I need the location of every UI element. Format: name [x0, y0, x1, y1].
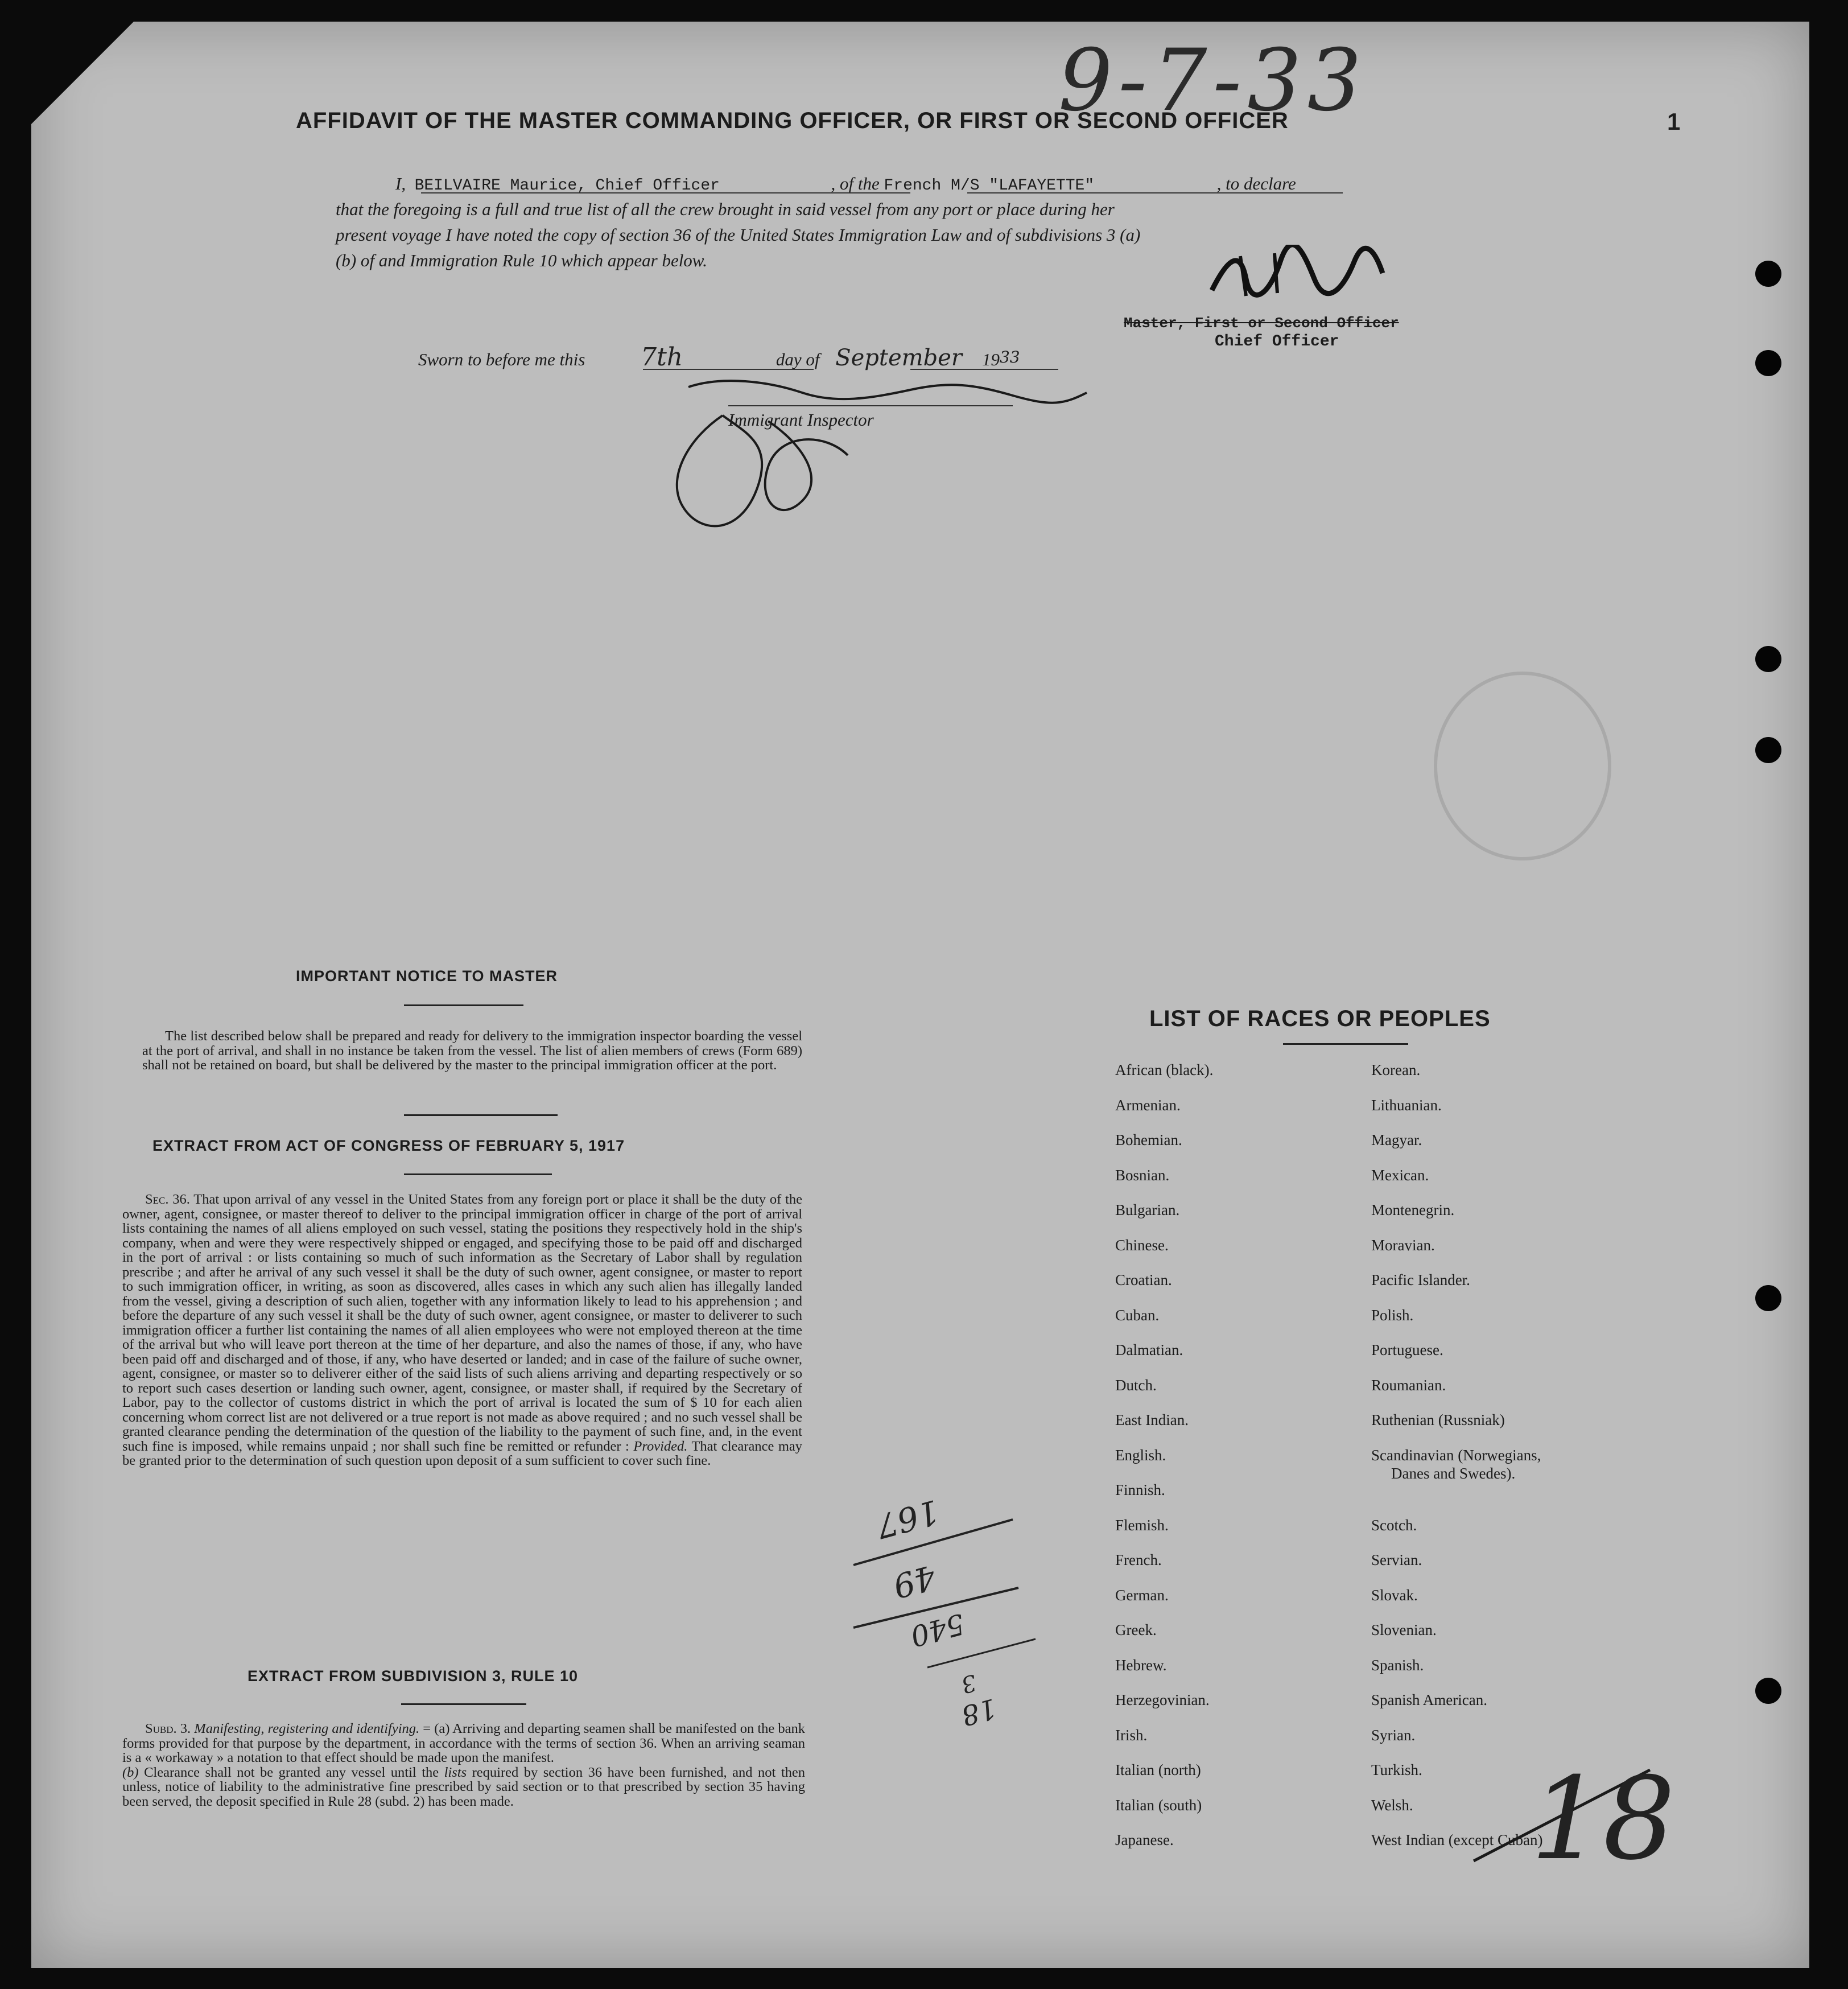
races-title: LIST OF RACES OR PEOPLES	[1149, 1006, 1491, 1031]
race-item: French.	[1115, 1551, 1162, 1568]
race-item: Chinese.	[1115, 1236, 1169, 1254]
handwritten-18: 18	[1531, 1753, 1676, 1885]
sworn-label: Sworn to before me this	[418, 349, 585, 369]
binder-hole	[1755, 1285, 1781, 1311]
inspector-label: Immigrant Inspector	[728, 410, 874, 430]
rule-text-b1: Clearance shall not be granted any vessel until the	[144, 1764, 439, 1780]
affidavit-line-2: that the foregoing is a full and true list of all the crew brought in said vessel from any port or place during her	[336, 199, 1115, 219]
race-item: German.	[1115, 1586, 1169, 1604]
calc-value-4: 3	[958, 1669, 979, 1698]
notice-rule-2	[404, 1114, 558, 1116]
race-item: Armenian.	[1115, 1096, 1181, 1114]
rule-title: EXTRACT FROM SUBDIVISION 3, RULE 10	[248, 1667, 579, 1685]
race-item: West Indian (except Cuban)	[1371, 1831, 1543, 1848]
vessel-name: French M/S "LAFAYETTE"	[884, 177, 1095, 195]
binder-hole	[1755, 1678, 1781, 1704]
race-item: Polish.	[1371, 1306, 1414, 1324]
race-item: Korean.	[1371, 1061, 1421, 1078]
struck-title: Master, First or Second Officer	[1124, 315, 1399, 332]
race-item: Greek.	[1115, 1621, 1157, 1638]
act-provided: Provided.	[633, 1438, 688, 1454]
year-suffix: 33	[999, 348, 1020, 366]
officer-rank: Chief Officer	[595, 177, 720, 195]
to-declare-label: , to declare	[1216, 174, 1296, 193]
race-item: Spanish.	[1371, 1656, 1424, 1674]
race-item: Flemish.	[1115, 1516, 1169, 1534]
race-item: Pacific Islander.	[1371, 1271, 1470, 1288]
race-item: Slovak.	[1371, 1586, 1418, 1604]
race-item: English.	[1115, 1446, 1166, 1464]
race-item: Finnish.	[1115, 1481, 1165, 1498]
act-title: EXTRACT FROM ACT OF CONGRESS OF FEBRUARY 5, 1917	[152, 1137, 625, 1154]
year-prefix: 19	[981, 349, 1000, 369]
calc-value-5: 18	[958, 1692, 1000, 1732]
affidavit-line-3: present voyage I have noted the copy of section 36 of the United States Immigration Law and of subdivisions 3 (a)	[336, 225, 1141, 245]
race-item: Syrian.	[1371, 1726, 1416, 1744]
race-item: Slovenian.	[1371, 1621, 1437, 1638]
rule-text-b2: required by section 36 have been furnished, and not then unless, notice of liability to the administrative fine prescribed by said section or to that prescribed by section 35 having been served, the deposit specified in Rule 28 (subd. 2) has been made.	[122, 1764, 805, 1809]
of-the-label: , of the	[831, 174, 880, 193]
day-of-label: day of	[776, 349, 820, 369]
calc-value-1: 167	[872, 1492, 943, 1546]
vessel-underline	[967, 192, 1343, 193]
page-number: 1	[1667, 108, 1681, 135]
race-item: Mexican.	[1371, 1166, 1429, 1184]
race-item: Danes and Swedes).	[1391, 1464, 1516, 1482]
embossed-seal	[1434, 672, 1611, 860]
folded-corner	[31, 22, 134, 124]
race-item: Dalmatian.	[1115, 1341, 1183, 1358]
race-item: Italian (north)	[1115, 1761, 1201, 1778]
binder-hole	[1755, 646, 1781, 672]
notice-title: IMPORTANT NOTICE TO MASTER	[296, 967, 558, 985]
binder-hole	[1755, 261, 1781, 287]
race-item: Scotch.	[1371, 1516, 1417, 1534]
sworn-month: September	[835, 345, 962, 371]
races-rule	[1283, 1043, 1408, 1045]
act-body-end: That clearance may be granted prior to the determination of such question upon deposit of a sum sufficient to cover such fine.	[122, 1438, 803, 1468]
race-item: Turkish.	[1371, 1761, 1422, 1778]
rule-b-label: (b)	[122, 1764, 139, 1780]
affidavit-line-4: (b) of and Immigration Rule 10 which appear below.	[336, 250, 707, 270]
race-item: African (black).	[1115, 1061, 1214, 1078]
race-item: Magyar.	[1371, 1131, 1422, 1148]
race-item: Portuguese.	[1371, 1341, 1443, 1358]
rule-title-rule	[401, 1703, 526, 1705]
race-item: Bohemian.	[1115, 1131, 1182, 1148]
affidavit-lead: I,	[395, 174, 406, 193]
act-text	[122, 1192, 802, 1468]
race-item: Roumanian.	[1371, 1376, 1446, 1394]
rule-subd-heading: Manifesting, registering and identifying.	[194, 1721, 420, 1736]
rule-text-a: = (a) Arriving and departing seamen shall be manifested on the bank forms provided for that purpose by the department, in accordance with the terms of section 36. When an arriving seaman is a « workaway » a notation to that effect should be made upon the manifest.	[122, 1721, 806, 1765]
race-item: Ruthenian (Russniak)	[1371, 1411, 1505, 1428]
race-item: Dutch.	[1115, 1376, 1157, 1394]
race-item: Lithuanian.	[1371, 1096, 1442, 1114]
master-signature	[1206, 245, 1388, 302]
race-item: East Indian.	[1115, 1411, 1189, 1428]
race-item: Irish.	[1115, 1726, 1148, 1744]
race-item: Japanese.	[1115, 1831, 1174, 1848]
page-title: AFFIDAVIT OF THE MASTER COMMANDING OFFICER, OR FIRST OR SECOND OFFICER	[296, 108, 1289, 133]
rule-text	[122, 1722, 805, 1809]
race-item: Welsh.	[1371, 1796, 1413, 1814]
sworn-day: 7th	[641, 343, 683, 372]
notice-text: The list described below shall be prepared and ready for delivery to the immigration inspector boarding the vessel at the port of arrival, and shall in no instance be taken from the vessel. The list of alien members of crews (Form 689) shall not be retained on board, but shall be delivered by the master to the principal immigration officer at the port.	[142, 1028, 802, 1073]
race-item: Italian (south)	[1115, 1796, 1202, 1814]
officer-name: BEILVAIRE Maurice,	[414, 177, 587, 195]
race-item: Scandinavian (Norwegians,	[1371, 1446, 1541, 1464]
race-item: Servian.	[1371, 1551, 1422, 1568]
signature-title: Chief Officer	[1215, 333, 1339, 351]
race-item: Herzegovinian.	[1115, 1691, 1210, 1708]
notice-rule	[404, 1004, 523, 1006]
calc-value-2: 49	[889, 1557, 940, 1606]
race-item: Croatian.	[1115, 1271, 1172, 1288]
binder-hole	[1755, 737, 1781, 763]
name-underline	[421, 192, 910, 193]
race-item: Bulgarian.	[1115, 1201, 1180, 1218]
affidavit-line-1	[395, 171, 1448, 199]
race-item: Hebrew.	[1115, 1656, 1167, 1674]
inspector-signature	[654, 364, 1109, 546]
race-item: Bosnian.	[1115, 1166, 1170, 1184]
rule-subd-label: Subd. 3.	[145, 1721, 191, 1736]
act-rule	[404, 1173, 552, 1175]
race-item: Cuban.	[1115, 1306, 1160, 1324]
handwritten-date: 9-7-33	[1058, 31, 1368, 130]
race-item: Montenegrin.	[1371, 1201, 1455, 1218]
inspector-underline	[728, 405, 1013, 406]
binder-hole	[1755, 350, 1781, 376]
act-sec-label: Sec. 36.	[145, 1192, 190, 1207]
calc-value-3: 540	[907, 1607, 968, 1653]
act-body: That upon arrival of any vessel in the United States from any foreign port or place it shall be the duty of the owner, agent, consignee, or master thereof to deliver to the principal immigration officer in charge of the port of arrival lists containing the names of all aliens employed on such vessel, stating the positions they respectively hold in the ship's company, when and were they were respectively shipped or engaged, and specifying those to be paid off and discharged in the port of arrival : or lists containing so much of such information as the Secretary of Labor shall by regulation prescribe ; and after he arrival of any such vessel it shall be the duty of such owner, agent consignee, or master to report to such immigration officer, in writing, as soon as discovered, alles cases in which any such alien has illegally landed from the vessel, giving a description of such alien, together with any information likely to lead to his apprehension ; and before the departure of any such vessel it shall be the duty of such owner, agent consignee, or master to deliverer to such immigration officer a further list containing the names of all alien employees who were not employed thereon at the time of the arrival but who will leave port thereon at the time of her departure, and also the names of those, if any, who have been paid off and discharged and of those, if any, who have deserted or landed; and in case of the failure of suche owner, agent, consignee, or master so to deliverer either of the said lists of such aliens arriving and departing respectively or so to report such cases desertion or landing such owner, agent, consignee, or master shall, if required by the Secretary of Labor, pay to the collector of customs district in which the port of arrival is located the sum of $ 10 for each alien concerning whom correct list are not delivered or a true report is not made as above required ; and no such vessel shall be granted clearance pending the determination of the question of the liability to the payment of such fine, and, in the event such fine is imposed, while remains unpaid ; nor shall such fine be remitted or refunder :	[122, 1192, 802, 1454]
race-item: Spanish American.	[1371, 1691, 1487, 1708]
race-item: Moravian.	[1371, 1236, 1435, 1254]
rule-text-b-lists: lists	[444, 1764, 467, 1780]
